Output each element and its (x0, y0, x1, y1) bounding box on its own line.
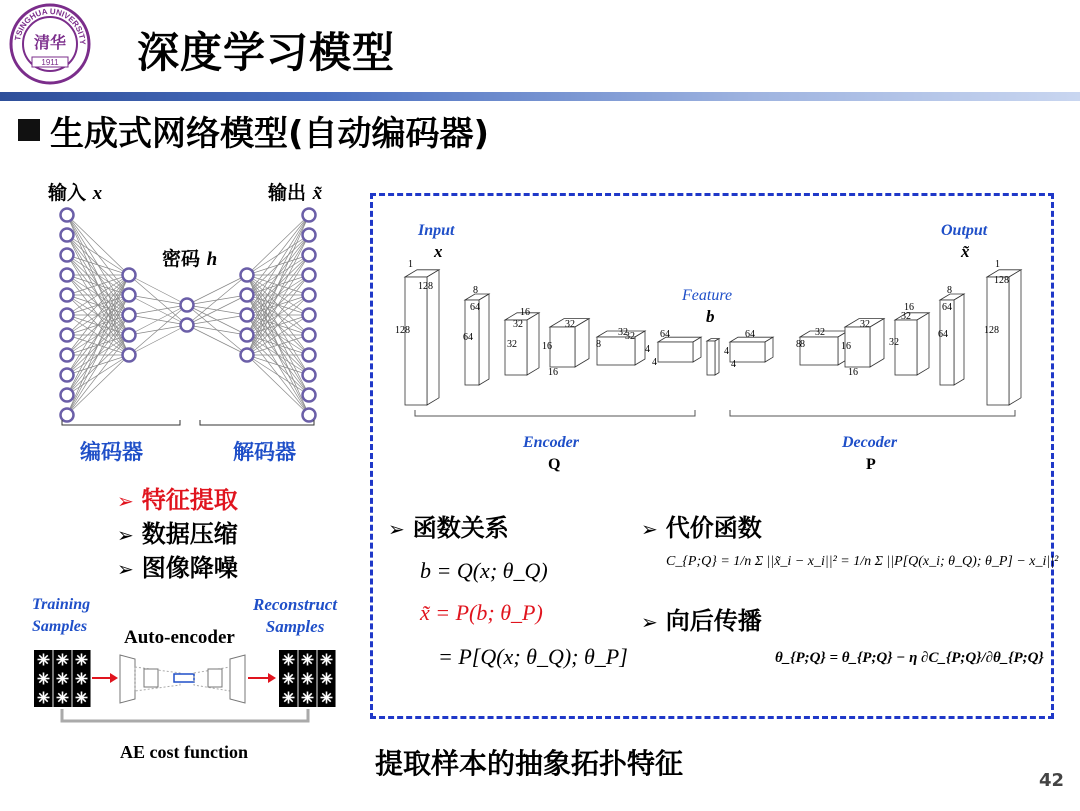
block-side (765, 337, 773, 362)
output-label: 输出 x̃ (268, 182, 323, 204)
decoder-dim-label: 32 (815, 327, 825, 338)
neuron (241, 289, 254, 302)
sample-digit (283, 692, 295, 704)
use-case-item: ➢ 数据压缩 (117, 520, 238, 548)
decoder-dim-label: 64 (745, 329, 755, 340)
connection-line (129, 305, 187, 335)
arch-input-var: x (434, 242, 443, 261)
block-front (707, 341, 715, 375)
cost-equation: C_{P;Q} = 1/n Σ ||x̃_i − x_i||² = 1/n Σ ||P[Q(x_i; θ_Q); θ_P] − x_i||² (666, 554, 1059, 569)
autoencoder-network (50, 205, 330, 440)
encoder-bracket (62, 420, 180, 425)
encoder-dim-label: 16 (520, 307, 530, 318)
connection-line (247, 255, 309, 355)
code-label: 密码 h (162, 248, 218, 270)
block-side (917, 313, 929, 375)
cost-heading: ➢ 代价函数 (641, 514, 762, 542)
sample-digit (76, 673, 88, 685)
block-side (479, 294, 489, 385)
encoder-dim-label: 16 (542, 341, 552, 352)
bottom-caption: 提取样本的抽象拓扑特征 (375, 747, 684, 780)
sample-digit (302, 654, 314, 666)
sample-digit (283, 654, 295, 666)
neuron (303, 229, 316, 242)
neuron (123, 349, 136, 362)
decoder-dim-label: 32 (860, 319, 870, 330)
neuron (61, 229, 74, 242)
neuron (303, 369, 316, 382)
decoder-dim-label: 1 (995, 259, 1000, 270)
neuron (303, 409, 316, 422)
block-side (954, 294, 964, 385)
neuron (303, 329, 316, 342)
connection-line (67, 355, 129, 415)
neuron (123, 329, 136, 342)
use-case-item: ➢ 特征提取 (117, 486, 238, 514)
block-side (527, 313, 539, 375)
connection-line (247, 355, 309, 395)
use-case-item: ➢ 图像降噪 (117, 554, 238, 582)
output-layer-block (987, 270, 1021, 405)
logo-ring-text: TSINGHUA UNIVERSITY (13, 6, 88, 45)
neuron (181, 299, 194, 312)
connection-line (247, 215, 309, 295)
block-side (870, 319, 884, 367)
sample-digit (321, 654, 333, 666)
sample-digit (38, 654, 50, 666)
neuron (303, 249, 316, 262)
arch-input-label: Input (418, 222, 455, 239)
slide-title: 深度学习模型 (137, 28, 396, 77)
arrow-bullet-icon: ➢ (388, 517, 405, 541)
block-front (658, 342, 693, 362)
block-side (715, 339, 719, 375)
arch-output-var: x̃ (961, 242, 970, 261)
square-bullet-icon (18, 119, 40, 141)
sample-digit (76, 692, 88, 704)
page-number: 42 (1038, 770, 1064, 791)
connection-line (187, 275, 247, 325)
neuron (123, 289, 136, 302)
arch-encoder-label: Encoder (523, 434, 579, 451)
block-front (550, 327, 575, 367)
sample-digit (57, 673, 69, 685)
encoder-dim-label: 64 (660, 329, 670, 340)
backprop-equation: θ_{P;Q} = θ_{P;Q} − η ∂C_{P;Q}/∂θ_{P;Q} (775, 650, 1044, 666)
encoder-label: 编码器 (80, 440, 143, 464)
neuron (61, 209, 74, 222)
encoder-dim-label: 1 (408, 259, 413, 270)
decoder-block (208, 669, 222, 687)
sample-digit (321, 692, 333, 704)
neuron (303, 209, 316, 222)
connection-line (187, 315, 247, 325)
encoder-dim-label: 32 (565, 319, 575, 330)
neuron (303, 349, 316, 362)
sample-digit (283, 673, 295, 685)
connection-line (187, 325, 247, 355)
block-side (1009, 270, 1021, 405)
encoder-dim-label: 128 (418, 281, 433, 292)
sample-digit (57, 692, 69, 704)
encoder-block (144, 669, 158, 687)
decoder-dim-label: 64 (942, 302, 952, 313)
block-side (575, 319, 589, 367)
decoder-dim-label: 8 (800, 339, 805, 350)
encoder-block-5 (658, 337, 701, 362)
sample-digit (302, 673, 314, 685)
neuron (303, 269, 316, 282)
encoder-dim-label: 32 (513, 319, 523, 330)
section-heading-text: 生成式网络模型(自动编码器) (50, 114, 490, 154)
decoder-dim-label: 32 (889, 337, 899, 348)
input-label: 输入 x (48, 182, 103, 204)
conv-architecture (390, 255, 1030, 425)
sample-digit (321, 673, 333, 685)
decoder-dim-label: 16 (904, 302, 914, 313)
neuron (241, 269, 254, 282)
connection-line (67, 235, 129, 275)
neuron (303, 389, 316, 402)
connection-line (67, 335, 129, 415)
reconstructed-samples-grid (279, 650, 336, 707)
encoder-slab (120, 655, 135, 703)
arch-output-label: Output (941, 222, 988, 239)
cost-feedback-loop (62, 709, 308, 721)
connection-line (67, 275, 129, 375)
decoder-dim-label: 32 (901, 311, 911, 322)
connection-line (67, 275, 129, 415)
block-front (800, 337, 838, 365)
connection-line (187, 275, 247, 305)
encoder-dim-label: 64 (463, 332, 473, 343)
decoder-dim-label: 64 (938, 329, 948, 340)
neuron (241, 309, 254, 322)
logo-center-text: 清华 (33, 33, 67, 52)
neuron (123, 269, 136, 282)
arch-decoder-var: P (866, 456, 876, 473)
arch-decoder-label: Decoder (842, 434, 898, 451)
decoder-dim-label: 4 (724, 346, 729, 357)
arrow-bullet-icon: ➢ (117, 557, 134, 581)
neuron (241, 349, 254, 362)
neuron (123, 309, 136, 322)
block-front (987, 277, 1009, 405)
use-case-list (117, 480, 238, 582)
arrow-bullet-icon: ➢ (117, 523, 134, 547)
feature-block (707, 339, 719, 375)
equation-composite: = P[Q(x; θ_Q); θ_P] (438, 644, 628, 669)
encoder-dim-label: 16 (548, 367, 558, 378)
ae-cost-label: AE cost function (120, 742, 249, 762)
sample-digit (302, 692, 314, 704)
connection-line (67, 215, 129, 275)
arrow-bullet-icon: ➢ (641, 610, 658, 634)
decoder-dim-label: 8 (796, 339, 801, 350)
decoder-block-1 (730, 337, 773, 362)
connection-line (129, 305, 187, 315)
neuron (61, 309, 74, 322)
block-front (405, 277, 427, 405)
decoder-dim-label: 128 (994, 275, 1009, 286)
arch-encoder-var: Q (548, 456, 561, 473)
connection-line (129, 275, 187, 305)
reconstruct-samples-label: Reconstruct Samples (253, 595, 338, 636)
connection-line (247, 215, 309, 275)
encoder-dim-label: 4 (645, 344, 650, 355)
backprop-heading: ➢ 向后传播 (641, 607, 762, 635)
encoder-dim-label: 32 (625, 331, 635, 342)
func-heading: ➢ 函数关系 (388, 514, 509, 542)
neuron (61, 329, 74, 342)
training-samples-label: Training Samples (32, 596, 91, 635)
decoder-bracket (730, 410, 1015, 416)
auto-encoder-illustration (30, 645, 340, 730)
block-side (635, 331, 645, 365)
connection-line (187, 295, 247, 325)
header-divider (0, 92, 1080, 101)
section-heading (18, 106, 489, 155)
block-side (693, 337, 701, 362)
neuron (241, 329, 254, 342)
neuron (61, 389, 74, 402)
neuron (303, 289, 316, 302)
connection-line (187, 325, 247, 335)
decoder-dim-label: 128 (984, 325, 999, 336)
encoder-dim-label: 64 (470, 302, 480, 313)
sample-digit (76, 654, 88, 666)
decoder-block-4 (895, 313, 929, 375)
sample-digit (38, 692, 50, 704)
neuron (303, 309, 316, 322)
arch-feature-var: b (706, 307, 715, 326)
neuron (181, 319, 194, 332)
arch-feature-label: Feature (682, 287, 733, 304)
auto-encoder-title: Auto-encoder (124, 627, 235, 648)
neuron (61, 369, 74, 382)
connection-line (67, 315, 129, 415)
neuron (61, 289, 74, 302)
equation-b: b = Q(x; θ_Q) (420, 558, 548, 583)
connection-line (67, 255, 129, 275)
decoder-dim-label: 16 (848, 367, 858, 378)
decoder-slab (230, 655, 245, 703)
sample-digit (57, 654, 69, 666)
connection-line (247, 215, 309, 355)
encoder-dim-label: 8 (596, 339, 601, 350)
arrow-bullet-icon: ➢ (641, 517, 658, 541)
decoder-bracket (200, 420, 314, 425)
connection-line (247, 355, 309, 415)
input-arrowhead (110, 673, 118, 683)
network-connections (67, 215, 309, 415)
encoder-dim-label: 8 (473, 285, 478, 296)
sample-digit (38, 673, 50, 685)
equation-xtilde: x̃ = P(b; θ_P) (420, 600, 543, 625)
neuron (61, 409, 74, 422)
encoder-dim-label: 32 (618, 327, 628, 338)
decoder-dim-label: 4 (731, 359, 736, 370)
neuron (61, 349, 74, 362)
logo-year: 1911 (41, 58, 59, 67)
encoder-dim-label: 4 (652, 357, 657, 368)
training-samples-grid (34, 650, 91, 707)
code-block (174, 674, 194, 682)
decoder-dim-label: 8 (947, 285, 952, 296)
connection-line (129, 295, 187, 305)
decoder-label: 解码器 (233, 440, 296, 464)
tsinghua-logo (8, 2, 92, 86)
neuron (61, 249, 74, 262)
encoder-bracket (415, 410, 695, 416)
encoder-dim-label: 32 (507, 339, 517, 350)
connection-line (129, 305, 187, 355)
connection-line (247, 215, 309, 315)
connection-line (129, 325, 187, 355)
output-arrowhead (268, 673, 276, 683)
connection-line (247, 355, 309, 375)
neuron (61, 269, 74, 282)
decoder-dim-label: 16 (841, 341, 851, 352)
encoder-dim-label: 128 (395, 325, 410, 336)
arrow-bullet-icon: ➢ (117, 489, 134, 513)
